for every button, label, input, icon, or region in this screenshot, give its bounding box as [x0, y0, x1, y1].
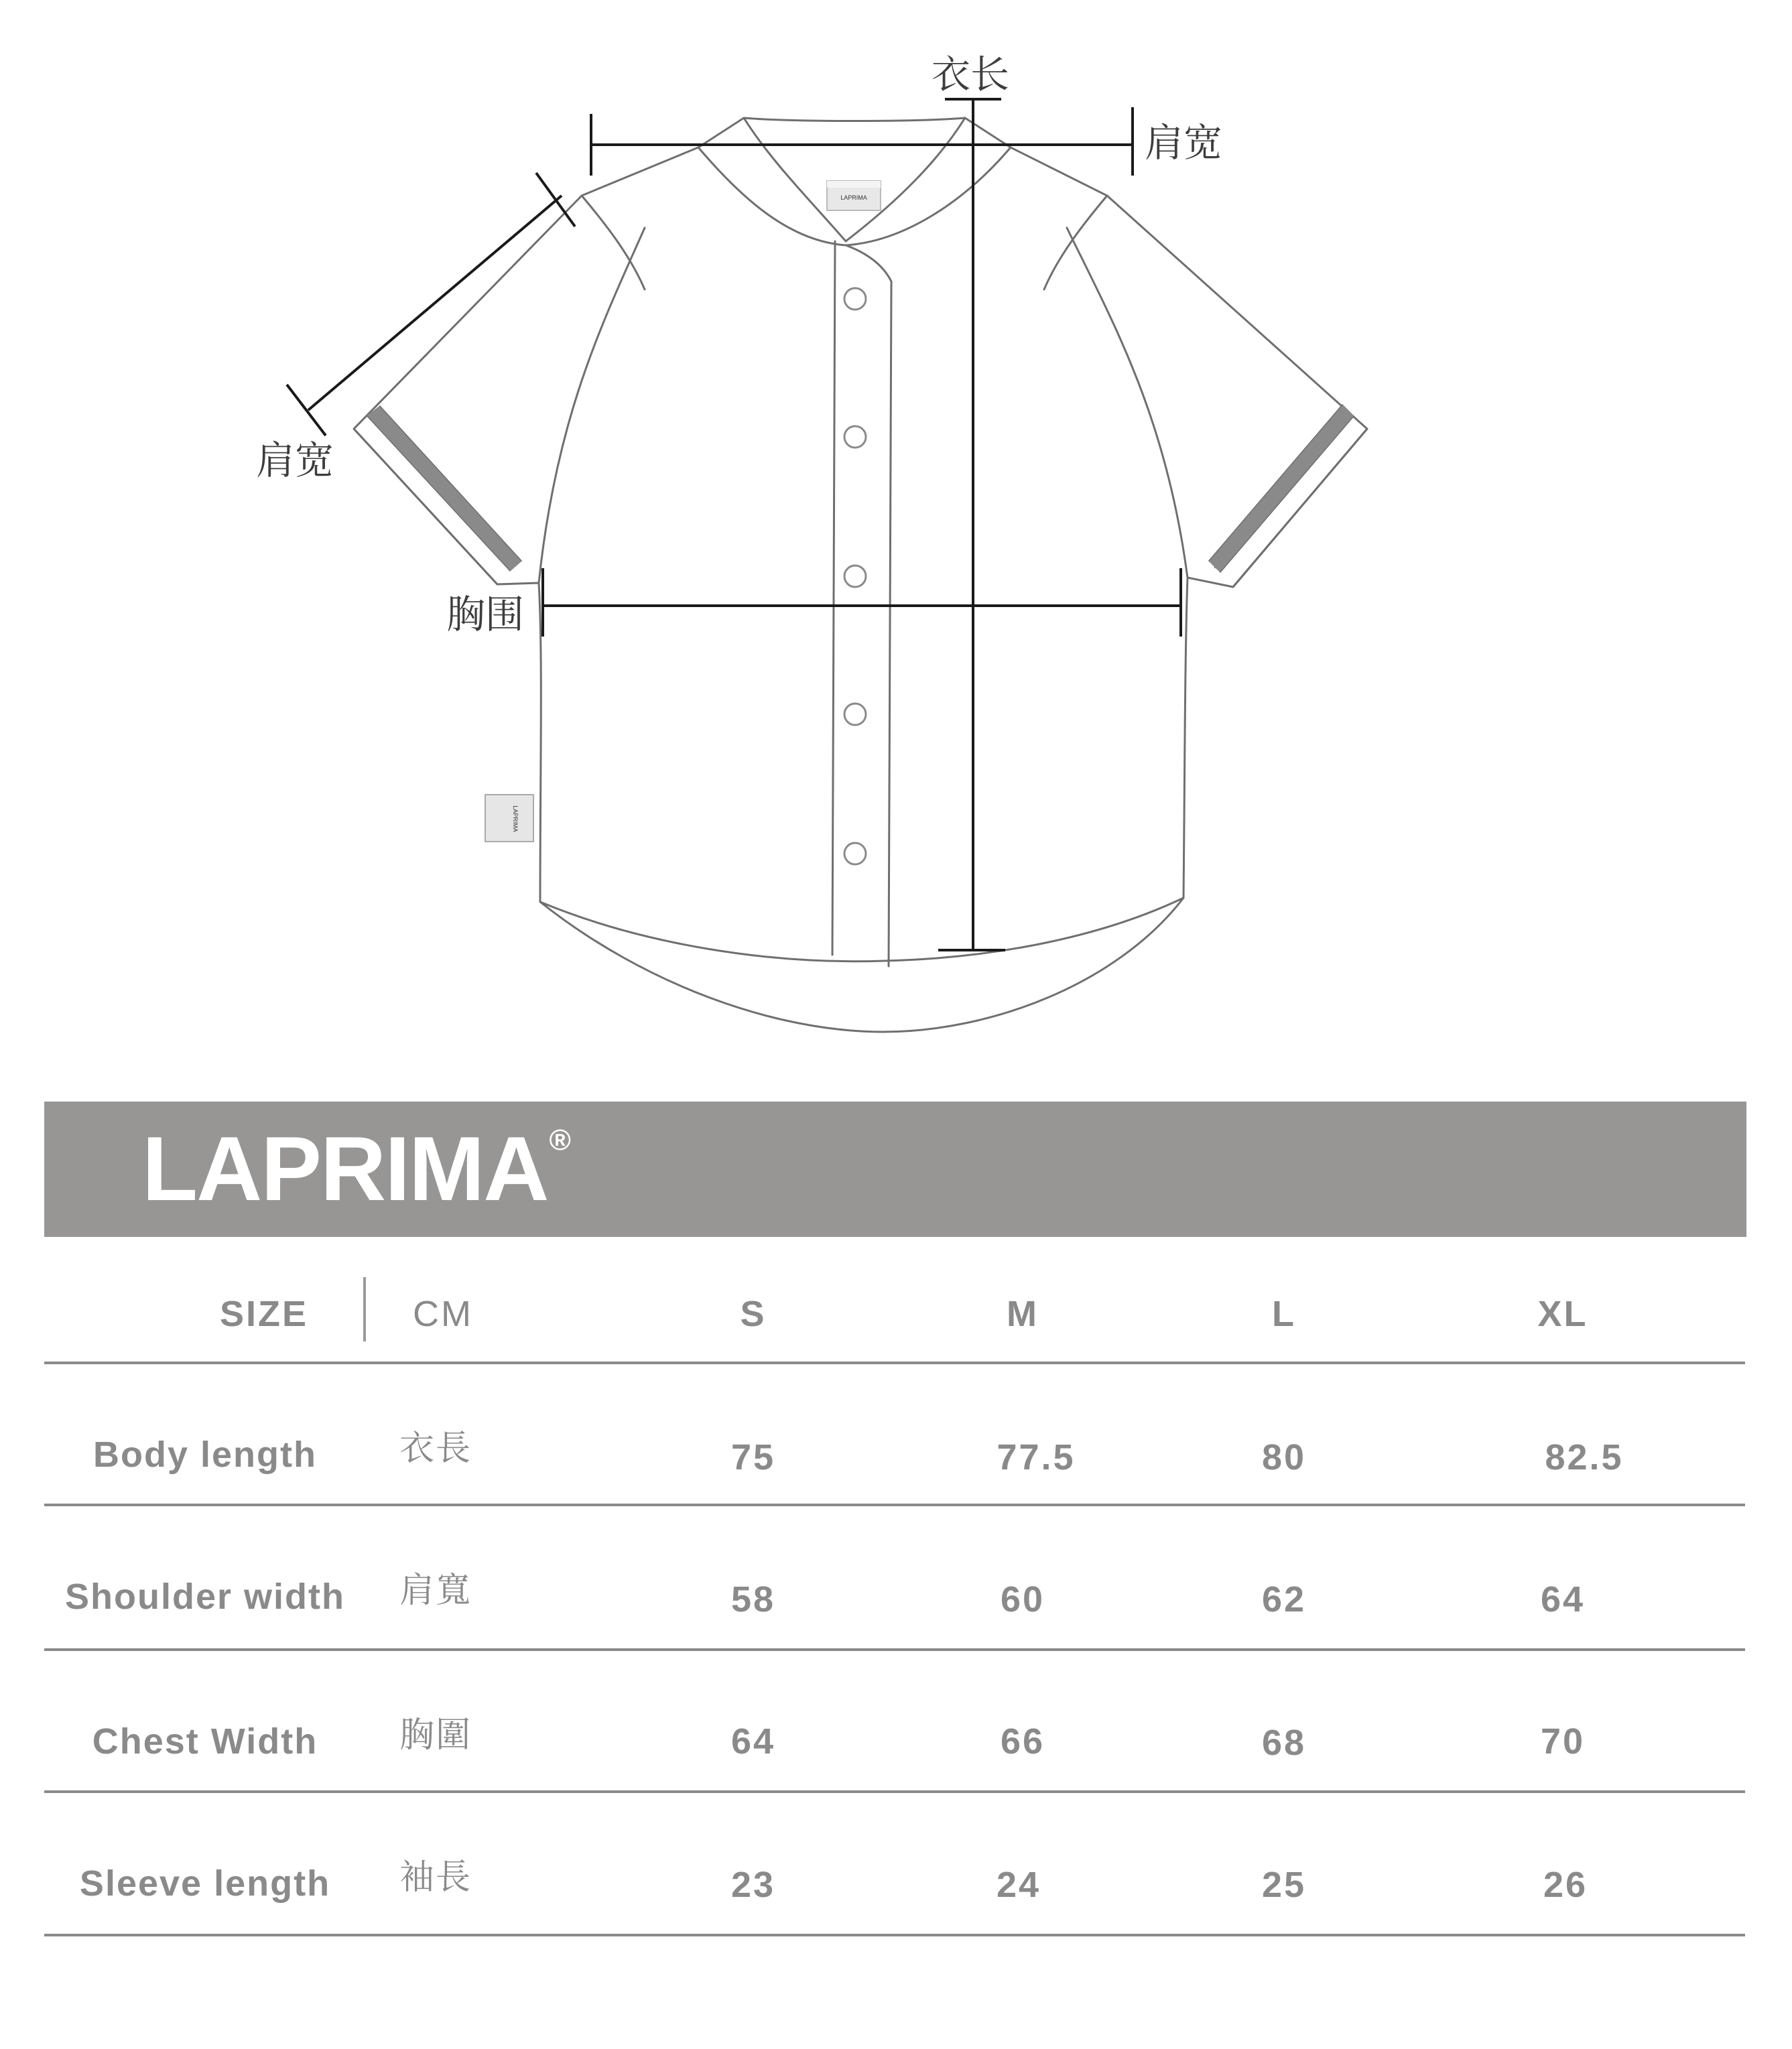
raglan-seam-right [1044, 196, 1107, 289]
collar-line [744, 118, 965, 241]
right-cuff-band [1209, 405, 1354, 572]
raglan-seam-right-body [1067, 228, 1188, 578]
left-cuff-band [367, 406, 521, 571]
shoulder-width-label: 肩宽 [1145, 120, 1223, 166]
value-xl: 70 [1540, 1721, 1586, 1762]
raglan-seam-left-body [539, 228, 645, 583]
right-cuff [1209, 405, 1367, 587]
measurement-lines [287, 99, 1181, 950]
brand-logo [142, 1118, 570, 1219]
size-s-header: S [740, 1294, 767, 1334]
value-m: 77.5 [997, 1437, 1076, 1477]
sleeve-line [308, 196, 562, 410]
side-tag-label: LAPRIMA [512, 805, 519, 832]
value-s: 64 [730, 1721, 776, 1762]
placket-left [832, 241, 835, 955]
brand-name: LAPRIMA [142, 1118, 548, 1219]
button-1 [844, 288, 866, 310]
value-xl: 64 [1540, 1579, 1586, 1620]
value-xl: 26 [1543, 1865, 1588, 1905]
row-label-cn: 袖長 [399, 1857, 472, 1898]
neck-tag-label: LAPRIMA [840, 194, 867, 201]
sleeve-bottom-tick [287, 385, 326, 436]
button-2 [844, 426, 866, 448]
button-3 [844, 566, 866, 587]
row-label: Shoulder width [65, 1577, 345, 1617]
table-rule [44, 1934, 1745, 1936]
button-5 [844, 843, 866, 864]
hem-inner [540, 898, 1183, 962]
value-s: 75 [730, 1437, 776, 1477]
row-label-cn: 衣長 [399, 1429, 472, 1469]
left-cuff [354, 406, 521, 584]
row-label-cn: 肩寬 [399, 1571, 472, 1611]
side-tag [485, 795, 533, 842]
value-m: 60 [1000, 1579, 1045, 1620]
neck-tag [827, 181, 881, 210]
value-xl: 82.5 [1545, 1437, 1624, 1477]
row-label: Body length [93, 1435, 317, 1475]
table-rule [44, 1504, 1745, 1506]
registered-mark: ® [549, 1124, 570, 1156]
table-rule [44, 1648, 1745, 1651]
size-xl-header: XL [1537, 1294, 1588, 1334]
value-s: 23 [730, 1865, 776, 1905]
value-l: 68 [1261, 1723, 1307, 1763]
header-divider [363, 1277, 366, 1341]
buttons [844, 288, 866, 864]
table-rule [44, 1362, 1745, 1364]
size-m-header: M [1007, 1294, 1039, 1334]
row-label-cn: 胸圍 [399, 1715, 472, 1756]
value-s: 58 [730, 1579, 776, 1620]
size-header: SIZE [219, 1294, 309, 1334]
jersey-outline [354, 118, 1367, 1032]
table-rule [44, 1790, 1745, 1793]
sleeve-length-label: 肩宽 [256, 438, 334, 483]
placket-mid [846, 245, 891, 281]
body-length-label: 衣长 [932, 52, 1010, 97]
value-m: 24 [996, 1865, 1041, 1905]
sleeve-top-tick [536, 173, 575, 226]
value-m: 66 [1000, 1721, 1045, 1762]
size-l-header: L [1272, 1294, 1296, 1334]
value-l: 62 [1261, 1579, 1307, 1620]
brand-banner [44, 1102, 1746, 1237]
placket-right [889, 281, 891, 966]
value-l: 25 [1261, 1865, 1307, 1905]
value-l: 80 [1261, 1437, 1307, 1477]
raglan-seam-left [582, 196, 645, 289]
chest-width-label: 胸围 [446, 592, 525, 637]
row-label: Sleeve length [79, 1863, 331, 1904]
unit-header: CM [413, 1294, 473, 1334]
button-4 [844, 704, 866, 725]
row-label: Chest Width [92, 1721, 318, 1762]
